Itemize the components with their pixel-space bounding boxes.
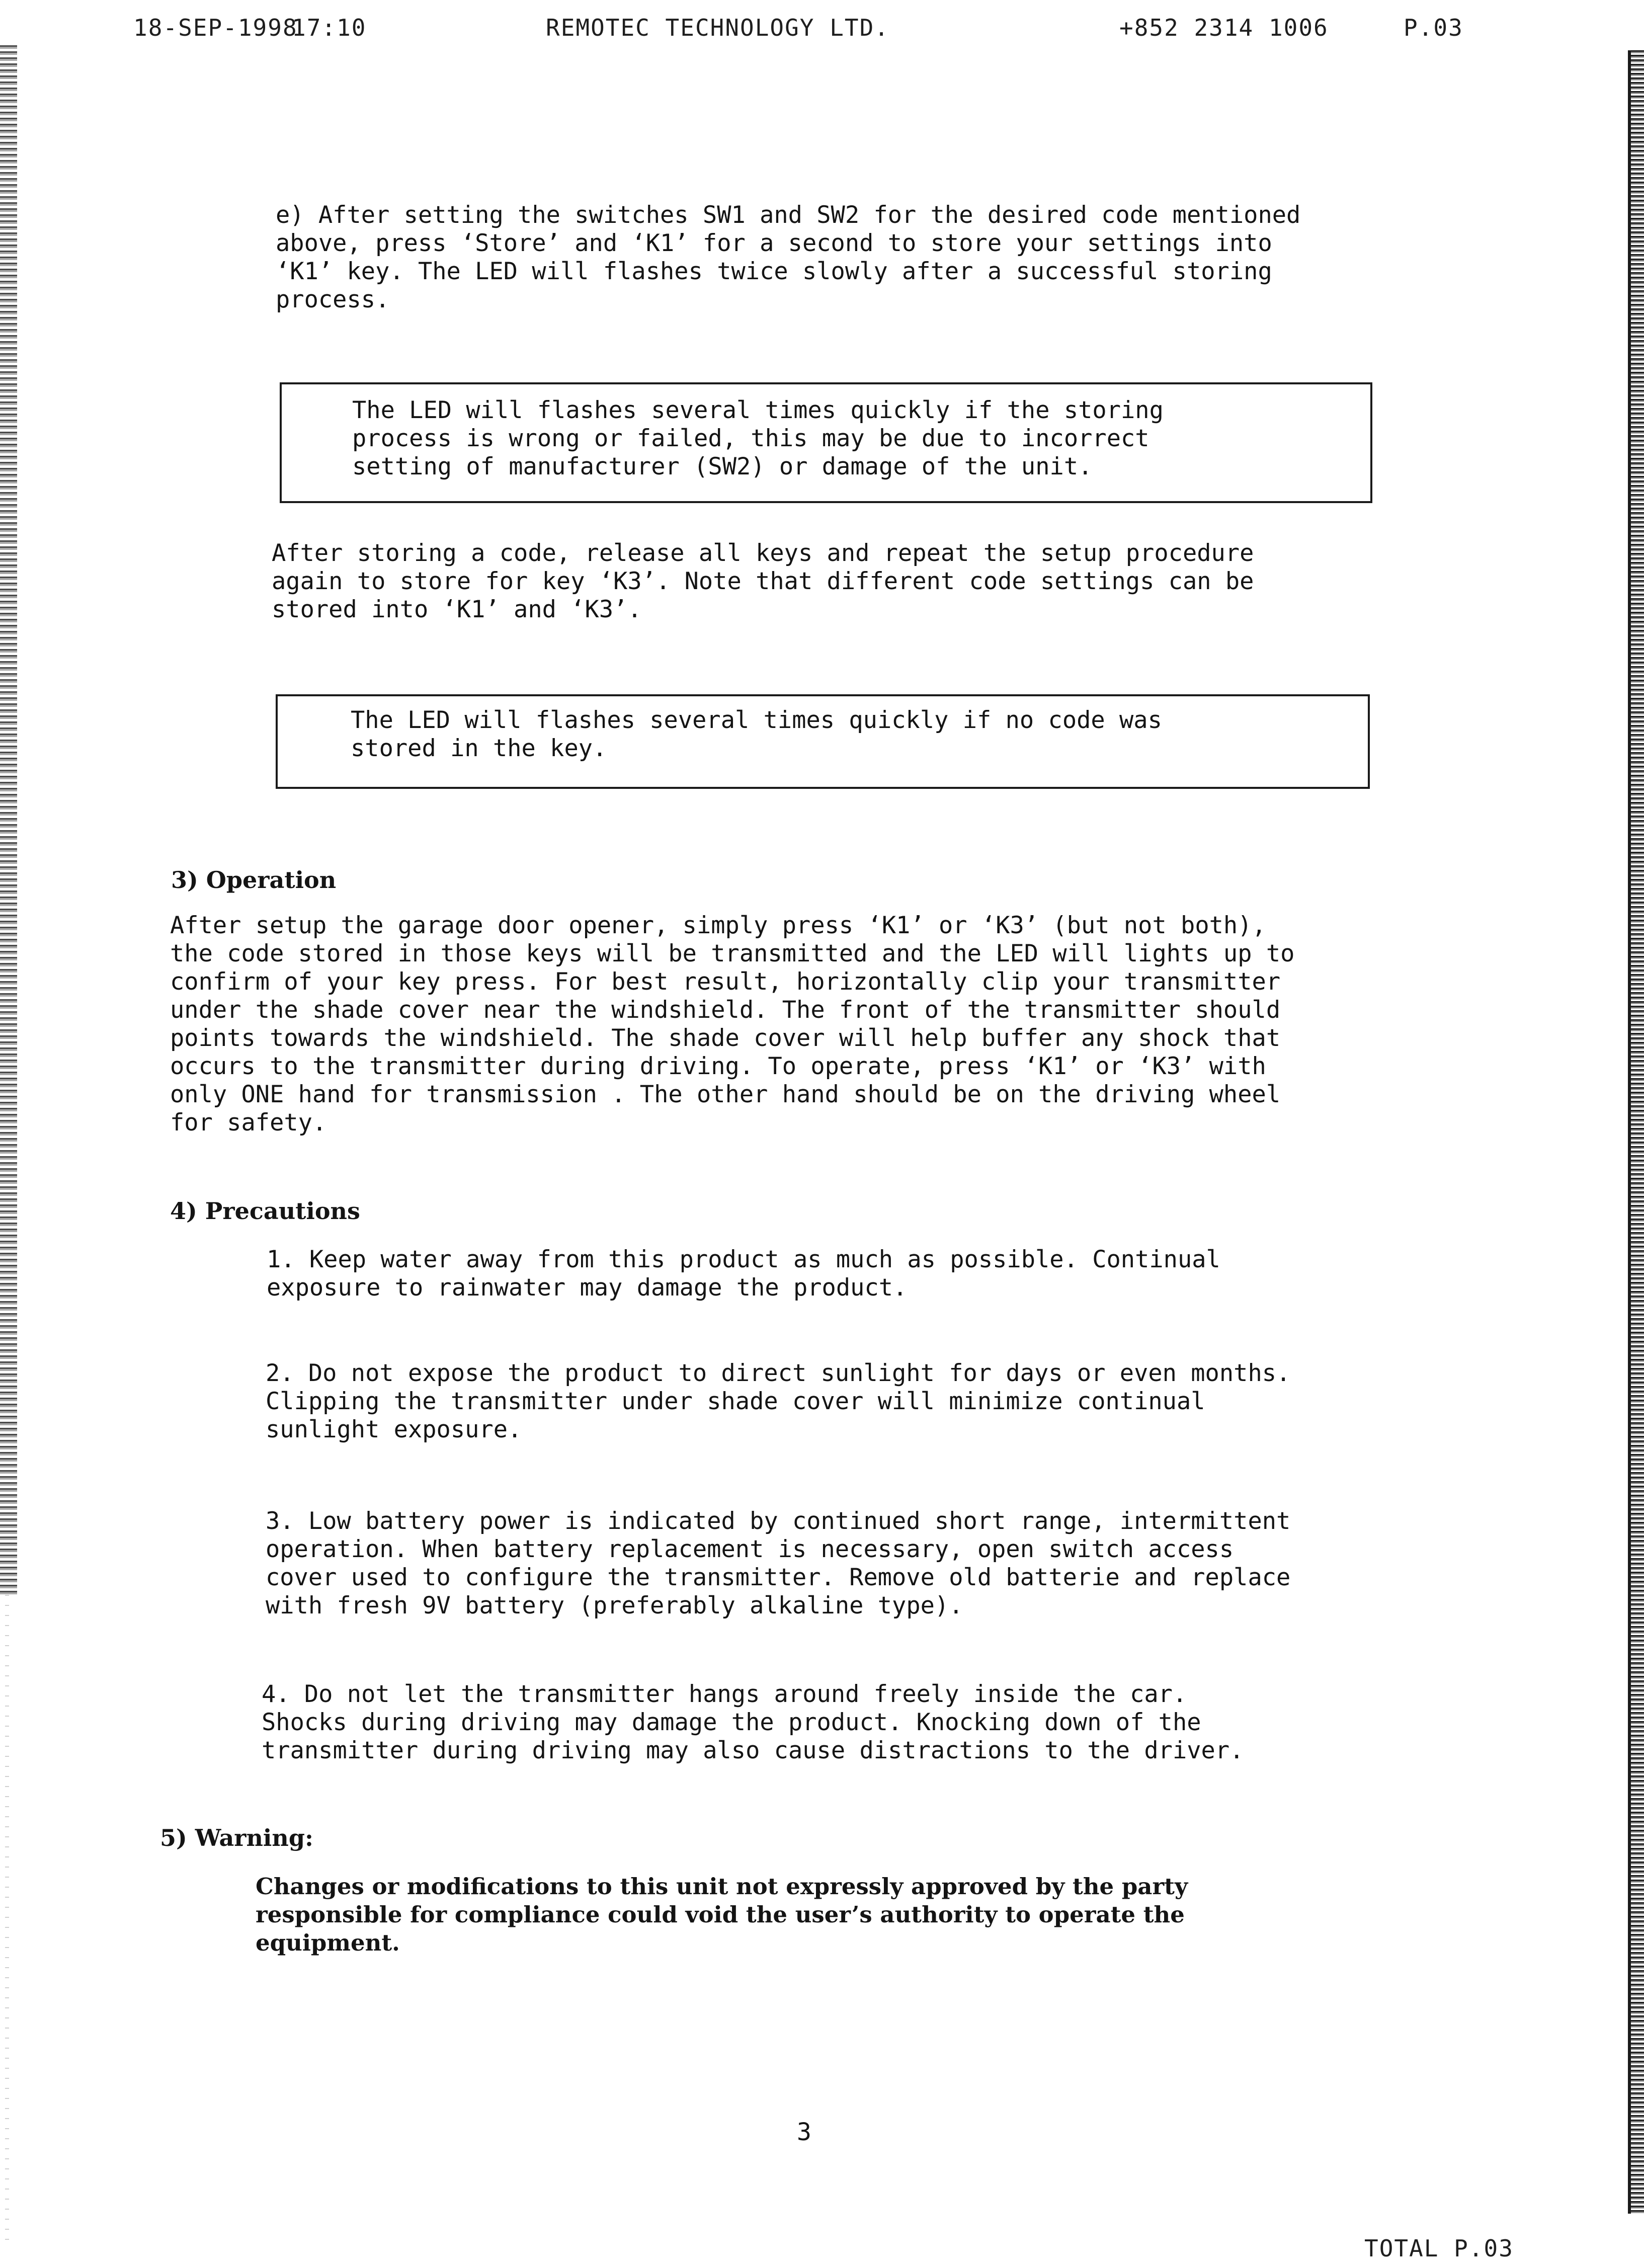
after-storing-paragraph: After storing a code, release all keys and repeat the setup procedure again to store for key ‘K3’. Note that different code settings can be stored into ‘K1’ and ‘K3’. bbox=[272, 539, 1254, 623]
fax-time: 17:10 bbox=[292, 14, 367, 41]
page-number: 3 bbox=[797, 2118, 811, 2146]
fax-total-pages: TOTAL P.03 bbox=[1364, 2235, 1514, 2262]
precaution-item-4: 4. Do not let the transmitter hangs around freely inside the car. Shocks during driving may damage the product. Knocking down of the transmitter during driving may also cause distractions to the driver. bbox=[262, 1680, 1244, 1764]
warning-paragraph: Changes or modifications to this unit not expressly approved by the party responsible for compliance could void the user’s authority to operate the equipment. bbox=[256, 1873, 1188, 1956]
precaution-item-2: 2. Do not expose the product to direct sunlight for days or even months. Clipping the transmitter under shade cover will minimize continual sunlight exposure. bbox=[266, 1359, 1291, 1443]
note-box-no-code bbox=[276, 694, 1370, 789]
fax-company: REMOTEC TECHNOLOGY LTD. bbox=[546, 14, 889, 41]
fax-phone: +852 2314 1006 bbox=[1119, 14, 1329, 41]
section-heading-operation: 3) Operation bbox=[171, 866, 337, 894]
precaution-item-1: 1. Keep water away from this product as much as possible. Continual exposure to rainwater may damage the product. bbox=[267, 1246, 1220, 1302]
operation-paragraph: After setup the garage door opener, simply press ‘K1’ or ‘K3’ (but not both), the code stored in those keys will be transmitted and the LED will lights up to confirm of your key press. For best result, horizontally clip your transmitter under the shade cover near the windshield. The front of the transmitter should points towards the windshield. The shade cover will help buffer any shock that occurs to the transmitter during driving. To operate, press ‘K1’ or ‘K3’ with only ONE hand for transmission . The other hand should be on the driving wheel for safety. bbox=[170, 912, 1295, 1137]
fax-page: P.03 bbox=[1404, 14, 1463, 41]
section-heading-warning: 5) Warning: bbox=[160, 1824, 313, 1851]
step-e-paragraph: e) After setting the switches SW1 and SW2 for the desired code mentioned above, press ‘Store’ and ‘K1’ for a second to store your settings into ‘K1’ key. The LED will flashes twice slowly after a successful storing process. bbox=[276, 201, 1301, 313]
note-box-storing-failed bbox=[280, 382, 1372, 503]
fax-date: 18-SEP-1998 bbox=[133, 14, 298, 41]
note-storing-failed-text: The LED will flashes several times quickly if the storing process is wrong or failed, this may be due to incorrect setting of manufacturer (SW2) or damage of the unit. bbox=[352, 396, 1164, 480]
scan-edge-right bbox=[1631, 50, 1644, 2214]
note-no-code-text: The LED will flashes several times quickly if no code was stored in the key. bbox=[351, 706, 1162, 762]
precaution-item-3: 3. Low battery power is indicated by continued short range, intermittent operation. When battery replacement is necessary, open switch access cover used to configure the transmitter. Remove old batterie and replace with fresh 9V battery (preferably alkaline type). bbox=[266, 1507, 1291, 1619]
scan-edge-left-lower bbox=[5, 1595, 9, 2249]
scan-edge-left bbox=[0, 45, 17, 1595]
section-heading-precautions: 4) Precautions bbox=[170, 1197, 360, 1225]
